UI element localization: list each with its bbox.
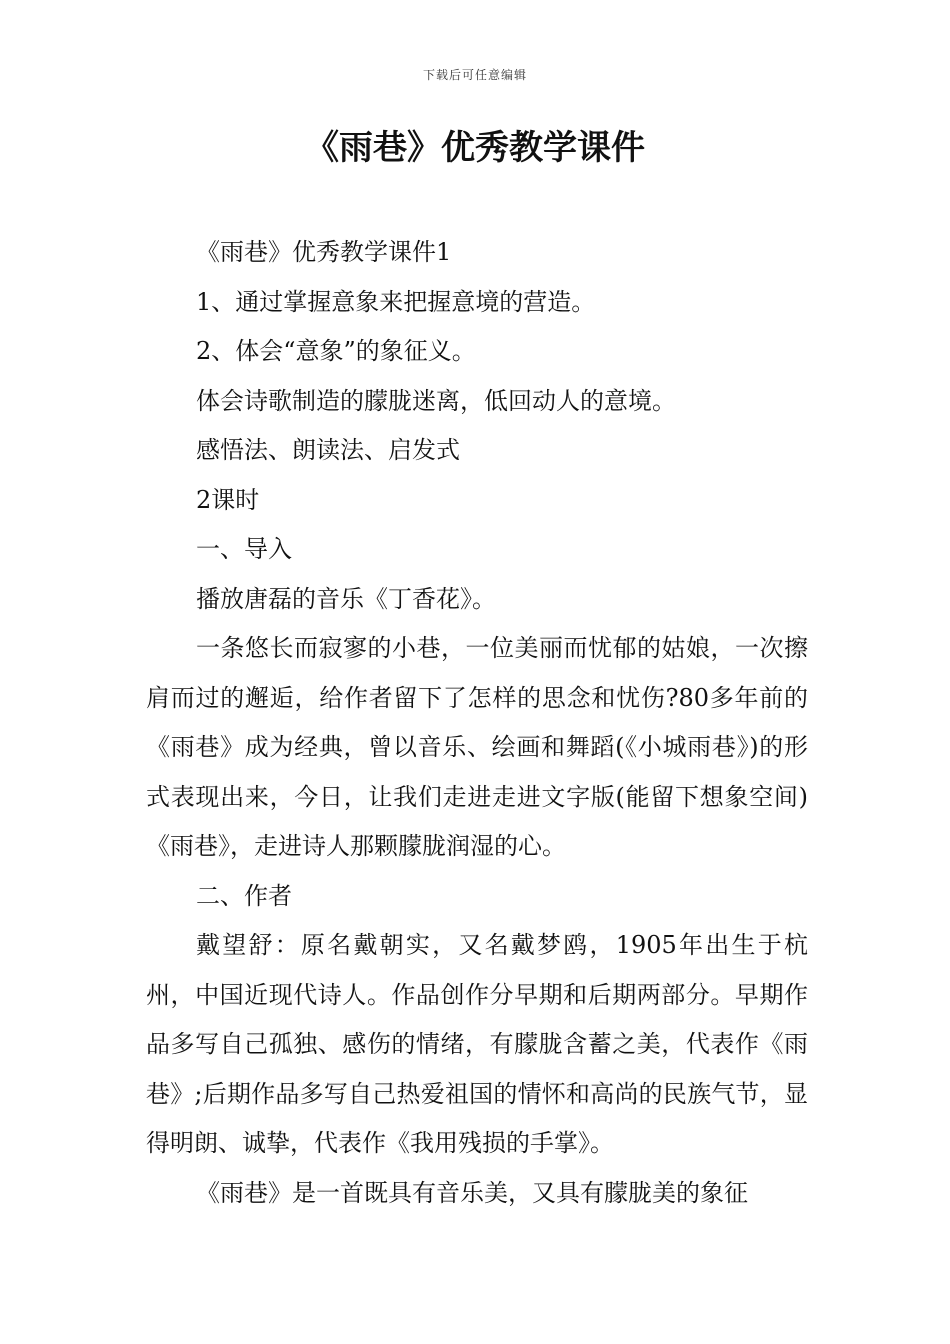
paragraph-intro-text: 一条悠长而寂寥的小巷，一位美丽而忧郁的姑娘，一次擦肩而过的邂逅，给作者留下了怎样的思念和忧伤?80多年前的《雨巷》成为经典，曾以音乐、绘画和舞蹈(《小城雨巷》)的形式表现出来，今日，让我们走进走进文字版(能留下想象空间)《雨巷》，走进诗人那颗朦胧润湿的心。: [146, 634, 808, 860]
paragraph-objective-1: 1、通过掌握意象来把握意境的营造。: [196, 287, 596, 316]
section-heading-author: 二、作者: [196, 881, 292, 910]
paragraph-key-point: 体会诗歌制造的朦胧迷离，低回动人的意境。: [196, 386, 676, 415]
paragraph-methods: 感悟法、朗读法、启发式: [196, 436, 460, 464]
paragraph-poem-intro: 《雨巷》是一首既具有音乐美，又具有朦胧美的象征: [196, 1178, 748, 1207]
paragraph-music: 播放唐磊的音乐《丁香花》。: [196, 584, 496, 613]
page-title: 《雨巷》优秀教学课件: [305, 128, 645, 168]
document-body: [146, 228, 808, 1218]
paragraph-author-bio: 戴望舒：原名戴朝实，又名戴梦鸥，1905年出生于杭州，中国近现代诗人。作品创作分早期和后期两部分。早期作品多写自己孤独、感伤的情绪，有朦胧含蓄之美，代表作《雨巷》;后期作品多写自己热爱祖国的情怀和高尚的民族气节，显得明朗、诚挚，代表作《我用残损的手掌》。: [146, 931, 808, 1157]
paragraph-objective-2: 2、体会“意象”的象征义。: [196, 337, 476, 365]
paragraph-class-hours: 2课时: [196, 485, 260, 514]
header-note: 下载后可任意编辑: [422, 68, 527, 82]
section-heading-intro: 一、导入: [196, 535, 292, 563]
paragraph-subtitle: 《雨巷》优秀教学课件1: [196, 238, 452, 266]
